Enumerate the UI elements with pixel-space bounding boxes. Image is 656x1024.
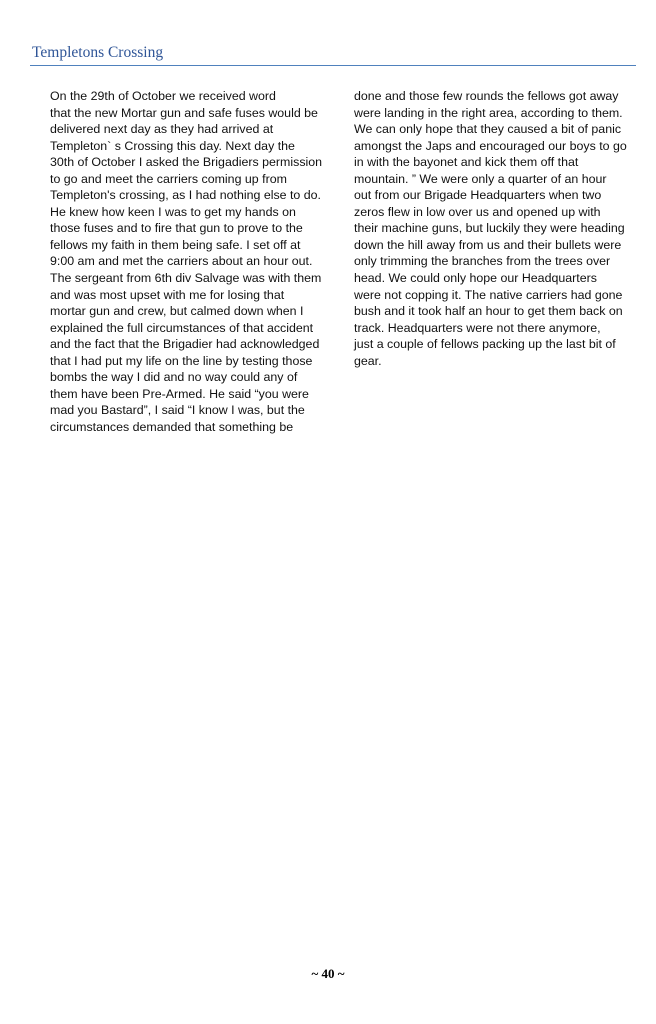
right-text-column <box>354 88 636 369</box>
text-line: were not copping it. The native carriers had gone <box>354 287 623 302</box>
text-line: He knew how keen I was to get my hands on <box>50 204 296 219</box>
text-line: bush and it took half an hour to get them back on <box>354 304 623 319</box>
running-header-title: Templetons Crossing <box>32 44 164 61</box>
header-rule <box>30 65 636 66</box>
text-line: 9:00 am and met the carriers about an hour out. <box>50 254 313 269</box>
text-line: Templeton` s Crossing this day. Next day the <box>50 138 295 153</box>
text-line: that I had put my life on the line by testing those <box>50 353 313 368</box>
text-line: amongst the Japs and encouraged our boys to go <box>354 138 627 153</box>
text-line: zeros flew in low over us and opened up with <box>354 204 601 219</box>
text-line: mortar gun and crew, but calmed down when I <box>50 304 304 319</box>
text-line: The sergeant from 6th div Salvage was with them <box>50 271 322 286</box>
paragraph <box>30 88 323 435</box>
text-line: 30th of October I asked the Brigadiers permission <box>50 155 323 170</box>
text-line: On the 29th of October we received word <box>50 89 276 103</box>
text-line: in with the bayonet and kick them off that <box>354 155 579 170</box>
text-line: done and those few rounds the fellows got away <box>354 89 619 103</box>
text-line: circumstances demanded that something be <box>50 419 294 434</box>
text-line: explained the full circumstances of that accident <box>50 320 314 335</box>
text-line: them have been Pre-Armed. He said “you were <box>50 386 309 401</box>
text-line: that the new Mortar gun and safe fuses would be <box>50 105 318 120</box>
text-line: their machine guns, but luckily they were heading <box>354 221 625 236</box>
text-line: Templeton's crossing, as I had nothing else to do. <box>50 188 321 203</box>
text-line: and the fact that the Brigadier had acknowledged <box>50 337 320 352</box>
text-line: out from our Brigade Headquarters when two <box>354 188 602 203</box>
text-line: delivered next day as they had arrived at <box>50 122 274 137</box>
text-line: head. We could only hope our Headquarters <box>354 271 597 286</box>
text-line: were landing in the right area, according to them. <box>354 105 623 120</box>
text-line: mad you Bastard”, I said “I know I was, but the <box>50 403 305 418</box>
text-line: only trimming the branches from the trees over <box>354 254 611 269</box>
page-header <box>30 44 636 66</box>
text-line: down the hill away from us and their bullets were <box>354 237 622 252</box>
page-number: ~ 40 ~ <box>311 966 345 981</box>
text-line: those fuses and to fire that gun to prove to the <box>50 221 303 236</box>
text-line: We can only hope that they caused a bit of panic <box>354 122 622 137</box>
text-line: bombs the way I did and no way could any of <box>50 370 298 385</box>
paragraph <box>354 88 636 369</box>
left-text-column <box>30 88 323 435</box>
text-line: just a couple of fellows packing up the last bit of <box>354 337 616 352</box>
text-line: and was most upset with me for losing that <box>50 287 285 302</box>
text-line: mountain. ” We were only a quarter of an hour <box>354 171 607 186</box>
text-line: gear. <box>354 353 382 368</box>
text-line: to go and meet the carriers coming up from <box>50 171 287 186</box>
text-line: fellows my faith in them being safe. I set off at <box>50 237 301 252</box>
text-line: track. Headquarters were not there anymore, <box>354 320 601 335</box>
